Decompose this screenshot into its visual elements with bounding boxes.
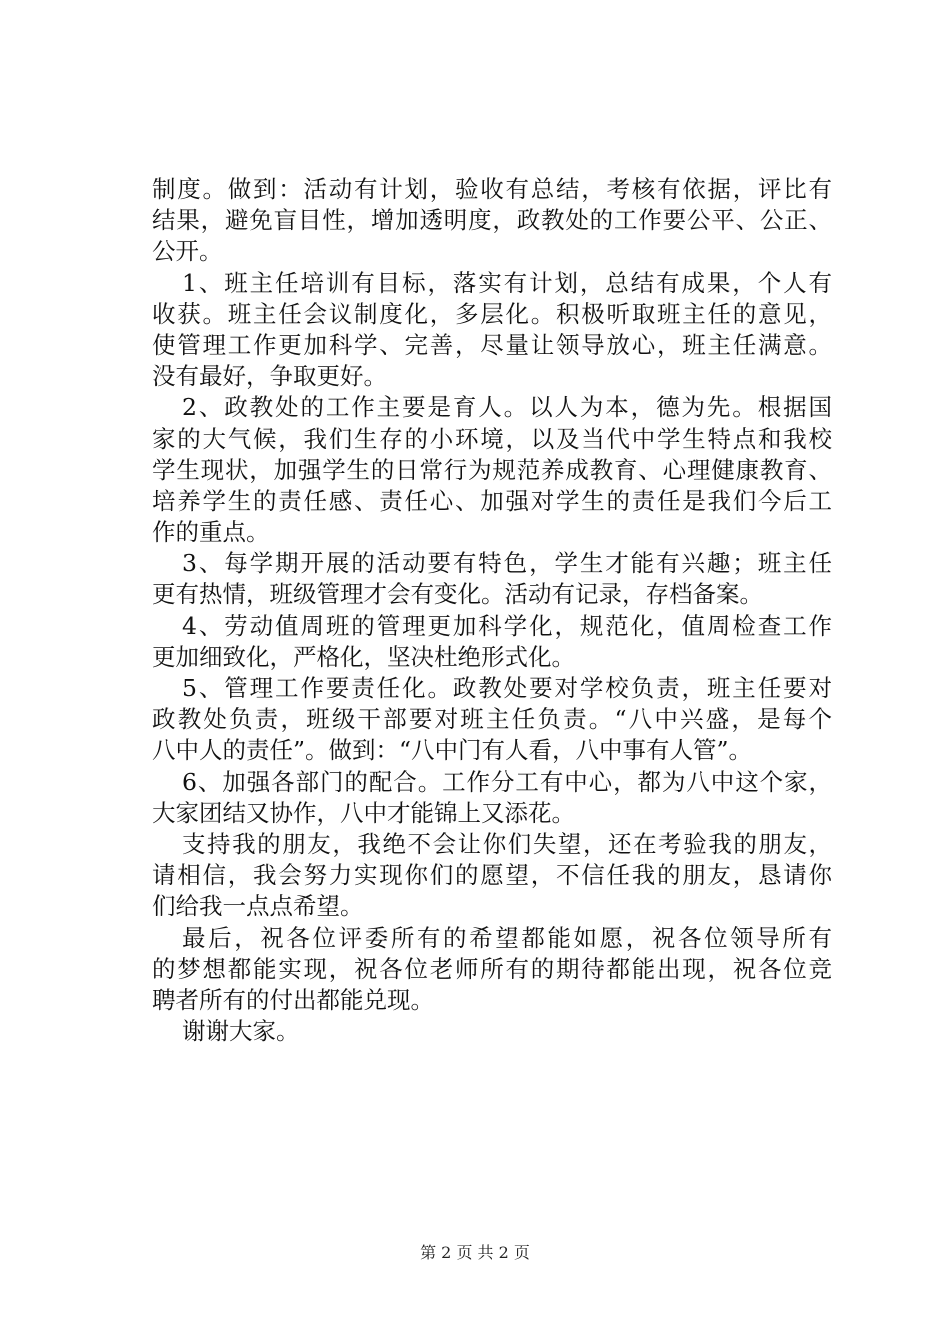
text-line: 1、班主任培训有目标，落实有计划，总结有成果，个人有 <box>182 268 832 297</box>
paragraph <box>152 392 832 548</box>
text-line: 培养学生的责任感、责任心、加强对学生的责任是我们今后工 <box>152 486 832 515</box>
page-number-footer: 第 2 页 共 2 页 <box>420 1243 530 1262</box>
paragraph <box>152 548 832 610</box>
paragraph <box>152 268 832 393</box>
text-line: 4、劳动值周班的管理更加科学化，规范化，值周检查工作 <box>182 611 832 640</box>
text-line: 的梦想都能实现，祝各位老师所有的期待都能出现，祝各位竞 <box>152 954 832 983</box>
text-line: 大家团结又协作，八中才能锦上又添花。 <box>152 798 575 827</box>
text-line: 作的重点。 <box>152 518 270 547</box>
text-line: 聘者所有的付出都能兑现。 <box>152 985 434 1014</box>
text-line: 请相信，我会努力实现你们的愿望，不信任我的朋友，恳请你 <box>152 861 832 890</box>
text-line: 更有热情，班级管理才会有变化。活动有记录，存档备案。 <box>152 580 763 609</box>
paragraph <box>152 1016 832 1047</box>
text-line: 2、政教处的工作主要是育人。以人为本，德为先。根据国 <box>182 393 832 422</box>
text-line: 6、加强各部门的配合。工作分工有中心，都为八中这个家， <box>182 767 832 796</box>
paragraph <box>152 767 832 829</box>
paragraph <box>152 611 832 673</box>
text-line: 最后，祝各位评委所有的希望都能如愿，祝各位领导所有 <box>182 923 832 952</box>
text-line: 八中人的责任”。做到：“八中门有人看，八中事有人管”。 <box>152 736 753 765</box>
text-line: 5、管理工作要责任化。政教处要对学校负责，班主任要对 <box>182 674 832 702</box>
text-line: 谢谢大家。 <box>182 1017 300 1046</box>
text-line: 家的大气候，我们生存的小环境，以及当代中学生特点和我校 <box>152 424 832 453</box>
paragraph <box>152 673 832 767</box>
paragraph <box>152 174 832 268</box>
text-line: 学生现状，加强学生的日常行为规范养成教育、心理健康教育、 <box>152 455 832 484</box>
text-line: 收获。班主任会议制度化，多层化。积极听取班主任的意见， <box>152 299 832 328</box>
paragraph <box>152 923 832 1017</box>
text-line: 更加细致化，严格化，坚决杜绝形式化。 <box>152 642 575 671</box>
document-body <box>152 174 832 1047</box>
text-line: 没有最好，争取更好。 <box>152 362 387 391</box>
text-line: 结果，避免盲目性，增加透明度，政教处的工作要公平、公正、 <box>152 206 832 235</box>
text-line: 3、每学期开展的活动要有特色，学生才能有兴趣；班主任 <box>182 549 832 578</box>
text-line: 支持我的朋友，我绝不会让你们失望，还在考验我的朋友， <box>182 829 832 858</box>
text-line: 政教处负责，班级干部要对班主任负责。“八中兴盛，是每个 <box>152 705 832 734</box>
text-line: 制度。做到：活动有计划，验收有总结，考核有依据，评比有 <box>152 175 832 203</box>
text-line: 们给我一点点希望。 <box>152 892 364 921</box>
text-line: 公开。 <box>152 237 223 266</box>
paragraph <box>152 829 832 923</box>
text-line: 使管理工作更加科学、完善，尽量让领导放心，班主任满意。 <box>152 330 832 359</box>
